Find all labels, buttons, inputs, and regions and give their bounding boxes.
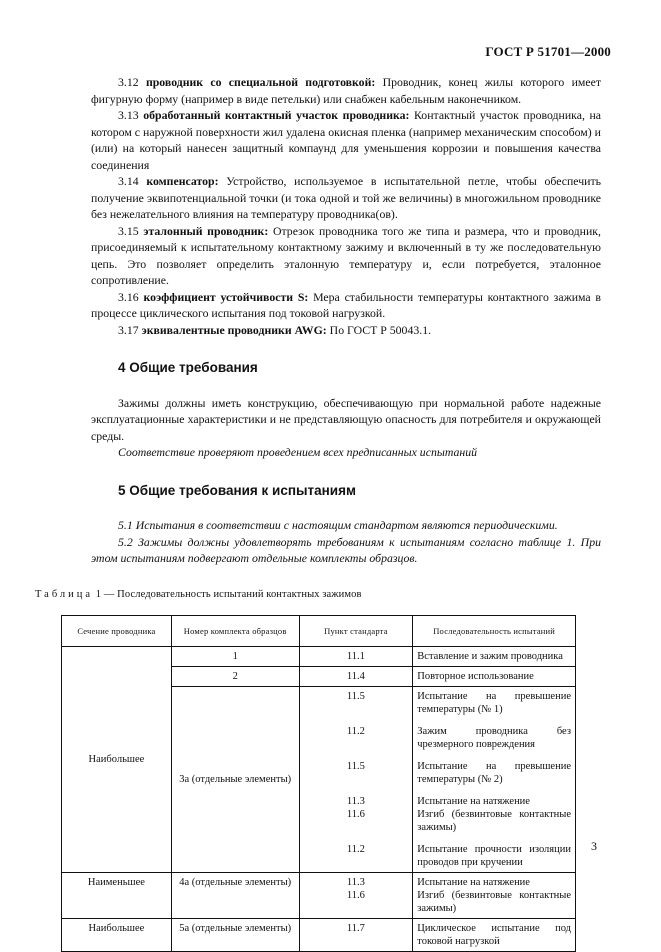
section-5-paragraph-1: 5.1 Испытания в соответствии с настоящим стандартом являются периодическими. (118, 518, 558, 532)
cell-test: Испытание на натяжение Изгиб (безвинтовые контактные зажимы) (413, 873, 576, 919)
section-4-heading: 4 Общие требования (118, 360, 258, 375)
table-header-row (62, 616, 576, 647)
cell-clause: 11.4 (299, 667, 413, 687)
definition-term: коэффициент устойчивости S: (143, 289, 309, 304)
table-row (62, 647, 576, 667)
col-header-test-sequence: Последовательность испытаний (413, 616, 576, 647)
section-5-paragraph-2: 5.2 Зажимы должны удовлетворять требованиям к испытаниям согласно таблице 1. При этом испытаниям подвергают отдельные комплекты образцов. (91, 534, 601, 565)
page-content (35, 74, 602, 952)
cell-sample-set: 3а (отдельные элементы) (171, 687, 299, 873)
definition-term: эквивалентные проводники AWG: (141, 322, 327, 337)
document-header: ГОСТ Р 51701—2000 (485, 44, 611, 59)
cell-section: Наименьшее (62, 873, 172, 919)
table-row (62, 873, 576, 919)
definition-term: обработанный контактный участок проводника: (143, 108, 410, 122)
table-caption: Таблица 1 — Последовательность испытаний контактных зажимов (35, 588, 362, 600)
col-header-sample-set: Номер комплекта образцов (171, 616, 299, 647)
definition-3-16: 3.16 коэффициент устойчивости S: Мера стабильности температуры контактного зажима в процессе циклического испытания под токовой нагрузкой. (91, 289, 602, 320)
definition-3-12: 3.12 проводник со специальной подготовкой: Проводник, конец жилы которого имеет фигурную форму (например в виде петельки) или снабжен кабельным наконечником. (91, 75, 601, 106)
definition-3-13: 3.13 обработанный контактный участок проводника: Контактный участок проводника, на котором с наружной поверхности жил удалена окисная пленка (например механическим способом) и (или) на который нанесен защитный компаунд для уменьшения коррозии и повышения качества соединения (91, 108, 602, 172)
definition-3-14: 3.14 компенсатор: Устройство, используемое в испытательной петле, чтобы обеспечить получение эквипотенциальной точки (и тока одной и той же величины) в многожильном проводнике без нежелательного влияния на температуру проводника(ов). (91, 174, 602, 221)
cell-clause: 11.1 (299, 647, 413, 667)
cell-section: Наибольшее (62, 919, 172, 952)
cell-test: Циклическое испытание под токовой нагрузкой (413, 919, 576, 952)
cell-sample-set: 1 (171, 647, 299, 667)
section-4-paragraph: Зажимы должны иметь конструкцию, обеспечивающую при нормальной работе надежные эксплуатационные характеристики и не представляющую опасность для потребителя и окружающей среды. (91, 395, 601, 443)
definition-term: эталонный проводник: (143, 223, 269, 238)
definition-term: компенсатор: (146, 174, 219, 188)
test-sequence-table (61, 615, 576, 952)
col-header-section: Сечение проводника (62, 616, 172, 647)
section-4-compliance: Соответствие проверяют проведением всех предписанных испытаний (118, 445, 478, 459)
page-number: 3 (591, 839, 597, 853)
cell-test: Повторное использование (413, 667, 576, 687)
definition-term: проводник со специальной подготовкой: (145, 75, 376, 89)
definition-3-15: 3.15 эталонный проводник: Отрезок проводника того же типа и размера, что и проводник, присоединяемый к испытательному контактному зажиму и включенный в ту же последовательную цепь. Это позволяет определить эталонную температуру и, если потребуется, эталонное сопротивление. (91, 223, 601, 287)
cell-sample-set: 5а (отдельные элементы) (171, 919, 299, 952)
cell-clause: 11.3 11.6 (299, 873, 413, 919)
cell-test-stack: Испытание на превышение температуры (№ 1) Зажим проводника без чрезмерного повреждения Испытание на превышение температуры (№ 2) Испытание на натяжение Изгиб (безвинтовые контактные зажимы) Испытание прочности изоляции проводов при кручении (413, 687, 576, 873)
cell-sample-set: 4а (отдельные элементы) (171, 873, 299, 919)
cell-test: Вставление и зажим проводника (413, 647, 576, 667)
section-5-heading: 5 Общие требования к испытаниям (118, 482, 356, 498)
cell-clause-stack: 11.5 11.2 11.5 11.3 11.6 11.2 (299, 687, 413, 873)
cell-clause: 11.7 (299, 919, 413, 952)
col-header-clause: Пункт стандарта (299, 616, 413, 647)
cell-section: Наибольшее (62, 647, 172, 873)
table-row (62, 919, 576, 952)
definition-3-17: 3.17 эквивалентные проводники AWG: По ГОСТ Р 50043.1. (118, 322, 432, 337)
cell-sample-set: 2 (171, 667, 299, 687)
